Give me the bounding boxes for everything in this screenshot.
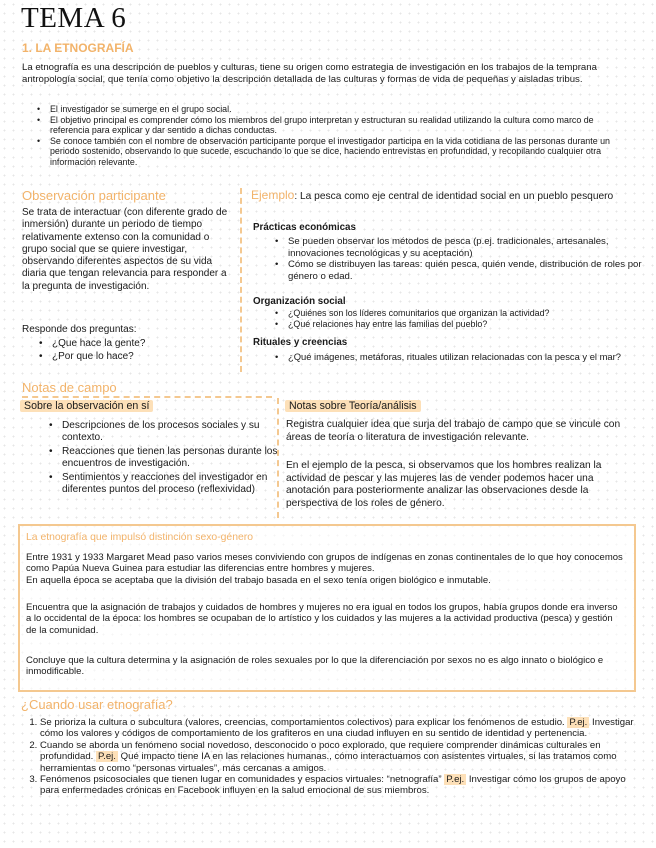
list-item: • ¿Qué relaciones hay entre las familias del pueblo? <box>288 319 646 330</box>
list-item: • Descripciones de los procesos sociales y su contexto. <box>62 420 284 445</box>
list-item: • El objetivo principal es comprender cómo los miembros del grupo interpretan y estructuran su realidad utilizando la cultura como marco de referencia para explicar y dar sentido a dichas conductas. <box>50 115 634 136</box>
mead-p1a: Entre 1931 y 1933 Margaret Mead paso varios meses conviviendo con grupos de indígenas en zonas continentales de lo que hoy conocemos como Papúa Nueva Guinea para estudiar las diferencias entre hombres y mujeres. <box>26 552 623 575</box>
list-item: • Cómo se distribuyen las tareas: quién pesca, quién vende, distribución de roles por género o edad. <box>288 259 646 282</box>
pej-highlight: P.ej. <box>569 717 588 728</box>
cuando-heading: ¿Cuando usar etnografía? <box>21 697 173 712</box>
page-title: TEMA 6 <box>21 2 127 34</box>
notas-divider <box>22 396 272 398</box>
notas-left-list <box>42 420 284 496</box>
notas-heading: Notas de campo <box>22 380 117 395</box>
list-item: 2. Cuando se aborda un fenómeno social novedoso, desconocido o poco explorado, que requiere comprender dinámicas culturales en profundidad. P.ej. Qué impacto tiene IA en las relaciones humanas., cómo interactuamos con asistentes virtuales, si las tratamos como herramientas o como “personas virtuales”, más cercanas a amigos. <box>40 740 636 774</box>
pej-highlight: P.ej. <box>98 751 116 763</box>
observacion-heading: Observación participante <box>22 188 166 203</box>
notas-right-title: Notas sobre Teoría/análisis <box>285 400 421 412</box>
list-item: • Reacciones que tienen las personas durante los encuentros de investigación. <box>62 446 284 471</box>
intro-paragraph: La etnografía es una descripción de pueblos y culturas, tiene su origen como estrategia de investigación en los trabajos de la temprana antropología social, que tenía como objetivo la descripción detallada de las culturas y formas de vida de pequeñas y aisladas tribus. <box>22 62 597 85</box>
list-item: 1. Se prioriza la cultura o subcultura (valores, creencias, comportamientos colectivos) para explicar los fenómenos de estudio. P.ej. Investigar cómo los valores y códigos de comportamiento de los grafiteros en una ciudad influyen en su sentido de identidad y pertenencia. <box>40 717 636 740</box>
list-item: • ¿Por que lo hace? <box>52 351 252 364</box>
mead-p3: Concluye que la cultura determina y la asignación de roles sexuales por lo que la diferenciación por sexos no es algo innato o biológico e inmodificable. <box>26 655 604 678</box>
cuando-list <box>20 717 636 797</box>
group-title-rituales: Rituales y creencias <box>253 337 348 348</box>
mead-p2: Encuentra que la asignación de trabajos y cuidados de hombres y mujeres no era igual en todos los grupos, había grupos donde era inverso a lo occidental de la época: los hombres se ocupaban de lo artístico y los cuidados y las mujeres a la actividad productiva (pesca) y gestión de la comunidad. <box>26 602 618 636</box>
pej-highlight: P.ej. <box>446 774 465 786</box>
list-item: • Sentimientos y reacciones del investigador en diferentes puntos del proceso (reflexividad) <box>62 472 284 497</box>
list-item: • ¿Quiénes son los líderes comunitarios que organizan la actividad? <box>288 308 646 319</box>
notas-right-p2: En el ejemplo de la pesca, si observamos que los hombres realizan la actividad de pescar y las mujeres las de vender podemos hacer una anotación para posteriormente analizar las observaciones desde la perspectiva de los roles de género. <box>286 460 602 509</box>
etnografia-bullets <box>30 104 634 168</box>
rituales-list <box>268 351 646 362</box>
mead-box-heading: La etnografía que impulsó distinción sexo-género <box>26 532 254 543</box>
observacion-text: Se trata de interactuar (con diferente grado de inmersión) durante un periodo de tiempo relativamente extenso con la comunidad o grupo social que se quiere investigar, observando diferentes aspectos de su vida diaria que tengan relevancia para responder a la pregunta de investigación. <box>22 207 228 292</box>
notas-left-title: Sobre la observación en sí <box>20 400 153 412</box>
list-item: • Se conoce también con el nombre de observación participante porque el investigador participa en la vida cotidiana de las personas durante un periodo sostenido, observando lo que sucede, escuchando lo que se dice, haciendo entrevistas en profundidad, y recopilando cualquier otra información relevante. <box>50 136 634 168</box>
section-heading-etnografia: 1. LA ETNOGRAFÍA <box>22 41 134 55</box>
list-item: 3. Fenómenos psicosociales que tienen lugar en comunidades y espacios virtuales: “netnografía” P.ej. Investigar cómo los grupos de apoyo para enfermedades crónicas en Facebook influyen en la salud emocional de sus miembros. <box>40 774 636 797</box>
group-title-practicas: Prácticas económicas <box>253 222 356 233</box>
questions-label: Responde dos preguntas: <box>22 324 137 335</box>
column-divider <box>240 188 242 372</box>
ejemplo-label: Ejemplo <box>251 188 295 202</box>
ejemplo-text: : La pesca como eje central de identidad social en un pueblo pesquero <box>294 191 614 202</box>
list-item: • ¿Que hace la gente? <box>52 338 252 351</box>
list-item: • ¿Qué imágenes, metáforas, rituales utilizan relacionadas con la pesca y el mar? <box>288 351 646 362</box>
mead-p1b: En aquella época se aceptaba que la división del trabajo basada en el sexo tenía origen biológico e inmutable. <box>26 575 491 586</box>
list-item: • Se pueden observar los métodos de pesca (p.ej. tradicionales, artesanales, innovaciones tecnológicas y su aceptación) <box>288 236 646 259</box>
group-title-organizacion: Organización social <box>253 296 346 307</box>
notas-right-p1: Registra cualquier idea que surja del trabajo de campo que se vincule con áreas de teoría o literatura de investigación relevante. <box>286 419 621 443</box>
notas-column-divider <box>277 398 279 518</box>
practicas-list <box>268 236 646 282</box>
organizacion-list <box>268 308 646 329</box>
questions-list <box>32 338 252 363</box>
ejemplo-intro <box>251 189 635 204</box>
list-item: • El investigador se sumerge en el grupo social. <box>50 104 634 115</box>
